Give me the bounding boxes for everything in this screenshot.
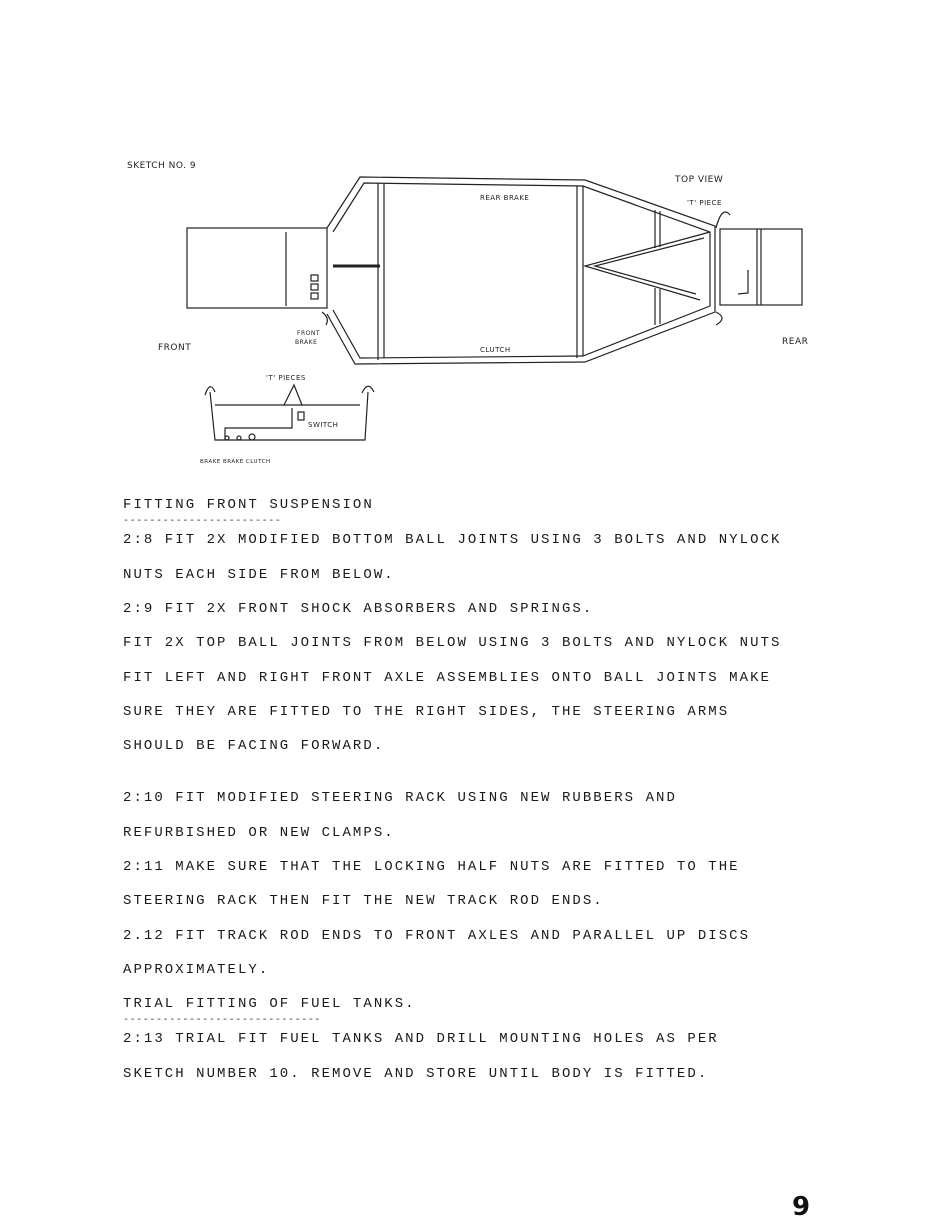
front-brake-label-1: FRONT: [297, 330, 320, 337]
instruction-line: NUTS EACH SIDE FROM BELOW.: [123, 567, 395, 583]
front-brake-label-2: BRAKE: [295, 339, 318, 346]
instruction-line: 2.12 FIT TRACK ROD ENDS TO FRONT AXLES AND PARALLEL UP DISCS: [123, 928, 751, 944]
pedal-labels: BRAKE BRAKE CLUTCH: [200, 459, 271, 465]
sketch-title: SKETCH NO. 9: [127, 161, 197, 171]
instruction-line: APPROXIMATELY.: [123, 962, 270, 978]
page-number: 9: [792, 1192, 811, 1222]
instruction-line: FIT LEFT AND RIGHT FRONT AXLE ASSEMBLIES ONTO BALL JOINTS MAKE: [123, 670, 771, 686]
instruction-line: STEERING RACK THEN FIT THE NEW TRACK ROD ENDS.: [123, 893, 604, 909]
instruction-line: 2:10 FIT MODIFIED STEERING RACK USING NEW RUBBERS AND: [123, 790, 677, 806]
front-label: FRONT: [158, 343, 192, 353]
section-heading: TRIAL FITTING OF FUEL TANKS.: [123, 996, 416, 1012]
heading-underline: ------------------------: [123, 516, 282, 527]
instruction-line: 2:11 MAKE SURE THAT THE LOCKING HALF NUTS ARE FITTED TO THE: [123, 859, 740, 875]
chassis-frame: [327, 177, 715, 364]
t-piece-label: 'T' PIECE: [687, 199, 722, 207]
sketch-no-9-diagram: [0, 0, 935, 480]
instruction-line: 2:8 FIT 2X MODIFIED BOTTOM BALL JOINTS USING 3 BOLTS AND NYLOCK: [123, 532, 782, 548]
clutch-label: CLUTCH: [480, 346, 511, 354]
instruction-line: 2:13 TRIAL FIT FUEL TANKS AND DRILL MOUNTING HOLES AS PER: [123, 1031, 719, 1047]
instruction-line: 2:9 FIT 2X FRONT SHOCK ABSORBERS AND SPRINGS.: [123, 601, 594, 617]
instruction-line: REFURBISHED OR NEW CLAMPS.: [123, 825, 395, 841]
pedal-box: [210, 392, 368, 440]
instruction-line: SHOULD BE FACING FORWARD.: [123, 738, 385, 754]
top-view-label: TOP VIEW: [675, 175, 724, 185]
instruction-line: SURE THEY ARE FITTED TO THE RIGHT SIDES, THE STEERING ARMS: [123, 704, 730, 720]
instruction-line: FIT 2X TOP BALL JOINTS FROM BELOW USING 3 BOLTS AND NYLOCK NUTS: [123, 635, 782, 651]
instruction-line: SKETCH NUMBER 10. REMOVE AND STORE UNTIL BODY IS FITTED.: [123, 1066, 709, 1082]
heading-underline: ------------------------------: [123, 1015, 322, 1026]
front-suspension-box: [187, 228, 327, 308]
switch-label: SWITCH: [308, 421, 339, 429]
rear-label: REAR: [782, 337, 809, 347]
section-heading: FITTING FRONT SUSPENSION: [123, 497, 374, 513]
rear-brake-label: REAR BRAKE: [480, 194, 530, 202]
t-pieces-label: 'T' PIECES: [266, 374, 306, 382]
